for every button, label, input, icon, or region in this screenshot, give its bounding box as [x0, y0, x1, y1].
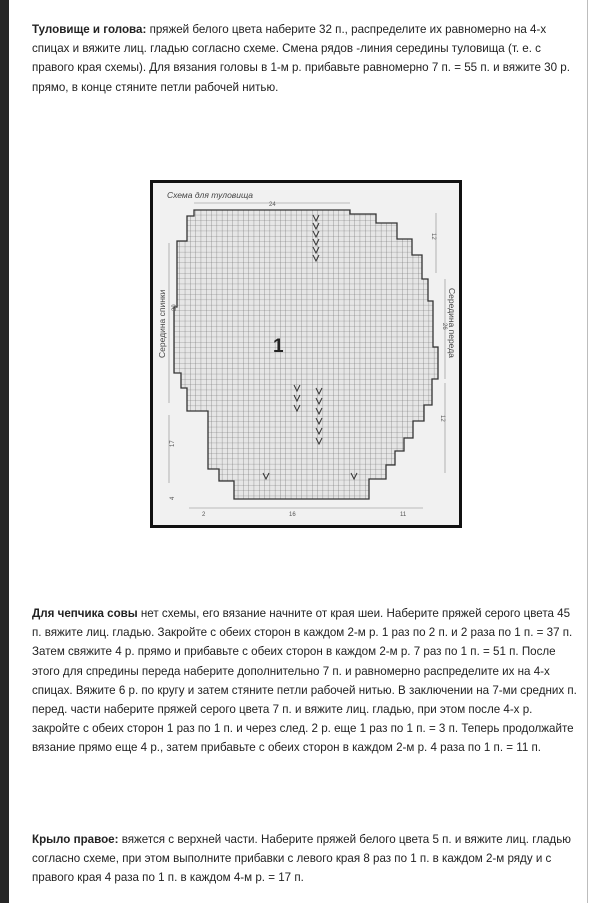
dim-left-upper: 39 [172, 304, 178, 311]
paragraph-body-head [32, 20, 580, 97]
paragraph-heading: Туловище и голова: [32, 23, 147, 36]
dim-bottom-center: 16 [289, 512, 296, 518]
left-side-label: Середина спинки [157, 289, 167, 358]
dim-right-lower: 12 [439, 415, 445, 422]
right-side-label: Середина переда [447, 288, 457, 358]
dim-right-middle: 26 [441, 323, 447, 330]
left-border-bar [0, 0, 9, 903]
dim-right-upper: 12 [430, 233, 436, 240]
paragraph-owl-cap [32, 604, 580, 758]
paragraph-heading: Крыло правое: [32, 833, 119, 846]
knitting-chart-svg [153, 183, 459, 525]
dim-left-bottom: 4 [170, 496, 176, 500]
knitting-chart-figure [150, 180, 462, 528]
paragraph-right-wing [32, 830, 580, 888]
dim-bottom-left: 2 [202, 512, 206, 518]
paragraph-heading: Для чепчика совы [32, 607, 138, 620]
dim-bottom-right: 11 [400, 512, 407, 518]
dim-left-lower: 17 [170, 440, 176, 447]
dim-top: 24 [269, 202, 276, 208]
paragraph-text: вяжется с верхней части. Наберите пряжей белого цвета 5 п. и вяжите лиц. гладью согласно схеме, при этом выполните прибавки с левого края 8 раз по 1 п. в каждом 2-м ряду и с правого края 4 раза по 1 п. в каждом 4-м р. = 17 п. [32, 833, 571, 885]
chart-title: Схема для туловища [167, 190, 254, 200]
chart-section-number: 1 [273, 336, 284, 357]
right-border-line [587, 0, 588, 903]
paragraph-text: пряжей белого цвета наберите 32 п., распределите их равномерно на 4-х спицах и вяжите лиц. гладью согласно схеме. Смена рядов -линия середины туловища (т. е. с правого края схемы). Для вязания головы в 1-м р. прибавьте равномерно 7 п. = 55 п. и вяжите 30 р. прямо, в конце стяните петли рабочей нитью. [32, 23, 570, 94]
paragraph-text: нет схемы, его вязание начните от края шеи. Наберите пряжей серого цвета 45 п. вяжите лиц. гладью. Закройте с обеих сторон в каждом 2-м р. 1 раз по 2 п. и 2 раза по 1 п. = 37 п. Затем свяжите 4 р. прямо и прибавьте с обеих сторон в каждом 2-м р. 7 раз по 1 п. = 51 п. После этого для спредины переда наберите дополнительно 7 п. и равномерно распределите их на 4-х спицах. Вяжите 6 р. по кругу и затем стяните петли рабочей нитью. В заключении на 7-ми средних п. перед. части наберите пряжей серого цвета 7 п. и вяжите лиц. гладью, при этом после 4-х р. закройте с обеих сторон 1 раз по 1 п. и через след. 2 р. еще 1 раз по 1 п. = 3 п. Теперь продолжайте вязание прямо еще 4 р., затем прибавьте с обеих сторон в каждом 2-м р. 4 раза по 1 п. = 11 п. [32, 607, 577, 755]
